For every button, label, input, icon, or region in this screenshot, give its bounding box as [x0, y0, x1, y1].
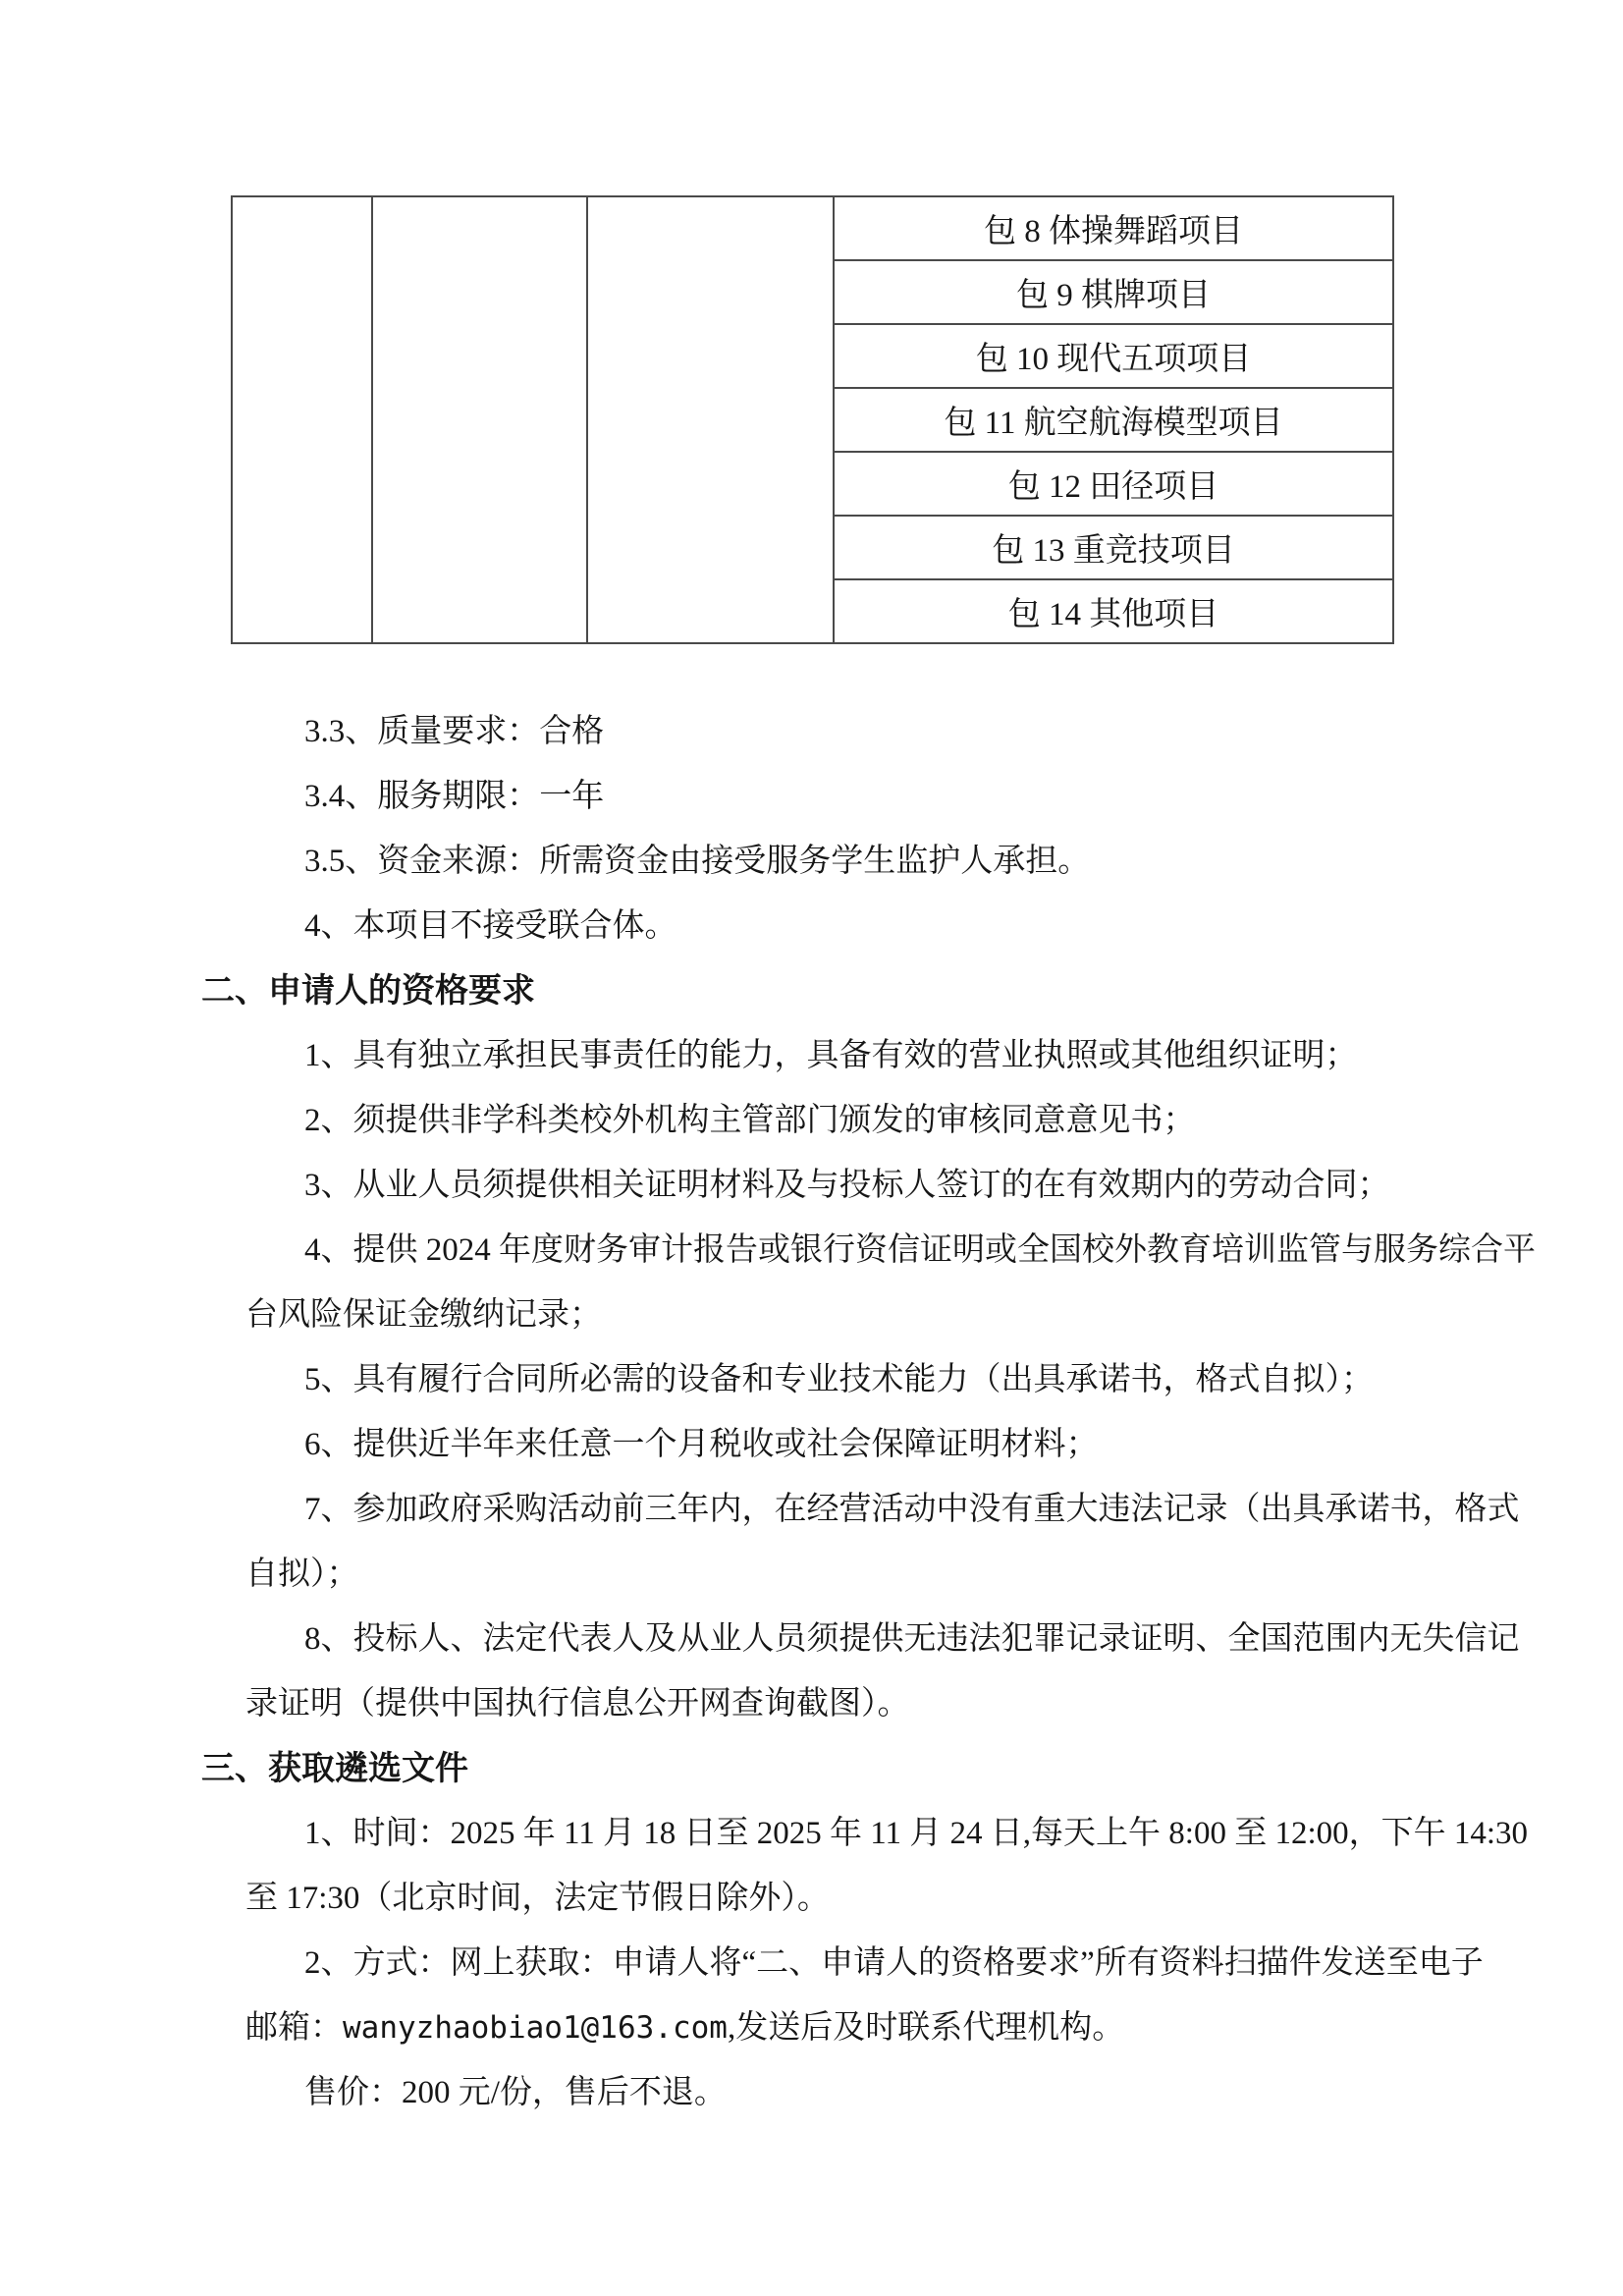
qualification-item-7-line1: 7、参加政府采购活动前三年内，在经营活动中没有重大违法记录（出具承诺书，格式	[304, 1492, 1520, 1527]
qualification-item-1: 1、具有独立承担民事责任的能力，具备有效的营业执照或其他组织证明；	[304, 1038, 1358, 1073]
para-quality-requirement: 3.3、质量要求：合格	[304, 714, 605, 749]
table-cell-package-10: 包 10 现代五项项目	[834, 324, 1393, 388]
table-cell-package-8: 包 8 体操舞蹈项目	[834, 196, 1393, 260]
table-cell-package-9: 包 9 棋牌项目	[834, 260, 1393, 324]
table-empty-col-3	[587, 196, 834, 643]
obtain-time-line2: 至 17:30（北京时间，法定节假日除外）。	[245, 1881, 830, 1916]
table-cell-package-11: 包 11 航空航海模型项目	[834, 388, 1393, 452]
table-empty-col-1	[232, 196, 372, 643]
qualification-item-7-line2: 自拟）；	[245, 1557, 359, 1592]
table-cell-package-13: 包 13 重竞技项目	[834, 516, 1393, 579]
qualification-item-4-line2: 台风险保证金缴纳记录；	[245, 1297, 602, 1333]
qualification-item-6: 6、提供近半年来任意一个月税收或社会保障证明材料；	[304, 1427, 1099, 1462]
obtain-method-line1: 2、方式：网上获取：申请人将“二、申请人的资格要求”所有资料扫描件发送至电子	[304, 1945, 1484, 1981]
obtain-method-line2	[245, 1995, 1623, 2060]
obtain-time-line1: 1、时间：2025 年 11 月 18 日至 2025 年 11 月 24 日,每天上午 8:00 至 12:00，下午 14:30	[304, 1816, 1529, 1851]
para-price: 售价：200 元/份，售后不退。	[304, 2075, 727, 2110]
qualification-item-8-line2: 录证明（提供中国执行信息公开网查询截图）。	[245, 1686, 910, 1722]
section-heading-obtain-documents: 三、获取遴选文件	[201, 1750, 468, 1787]
section-heading-applicant-qualifications: 二、申请人的资格要求	[201, 972, 535, 1010]
table-cell-package-14: 包 14 其他项目	[834, 579, 1393, 643]
email-label: 邮箱：	[245, 2010, 343, 2046]
qualification-item-2: 2、须提供非学科类校外机构主管部门颁发的审核同意意见书；	[304, 1103, 1196, 1138]
qualification-item-3: 3、从业人员须提供相关证明材料及与投标人签订的在有效期内的劳动合同；	[304, 1168, 1390, 1203]
package-table	[231, 195, 1394, 644]
para-no-consortium: 4、本项目不接受联合体。	[304, 908, 677, 944]
qualification-item-5: 5、具有履行合同所必需的设备和专业技术能力（出具承诺书，格式自拟）；	[304, 1362, 1374, 1397]
para-service-term: 3.4、服务期限：一年	[304, 779, 605, 814]
email-address: wanyzhaobiao1@163.com	[343, 2010, 728, 2046]
qualification-item-8-line1: 8、投标人、法定代表人及从业人员须提供无违法犯罪记录证明、全国范围内无失信记	[304, 1621, 1520, 1657]
document-body	[0, 699, 1623, 2125]
table-row	[232, 196, 1393, 260]
table-cell-package-12: 包 12 田径项目	[834, 452, 1393, 516]
table-empty-col-2	[372, 196, 587, 643]
qualification-item-4-line1: 4、提供 2024 年度财务审计报告或银行资信证明或全国校外教育培训监管与服务综合平	[304, 1232, 1536, 1268]
email-suffix-text: ,发送后及时联系代理机构。	[727, 2010, 1125, 2046]
para-funding-source: 3.5、资金来源：所需资金由接受服务学生监护人承担。	[304, 844, 1091, 879]
